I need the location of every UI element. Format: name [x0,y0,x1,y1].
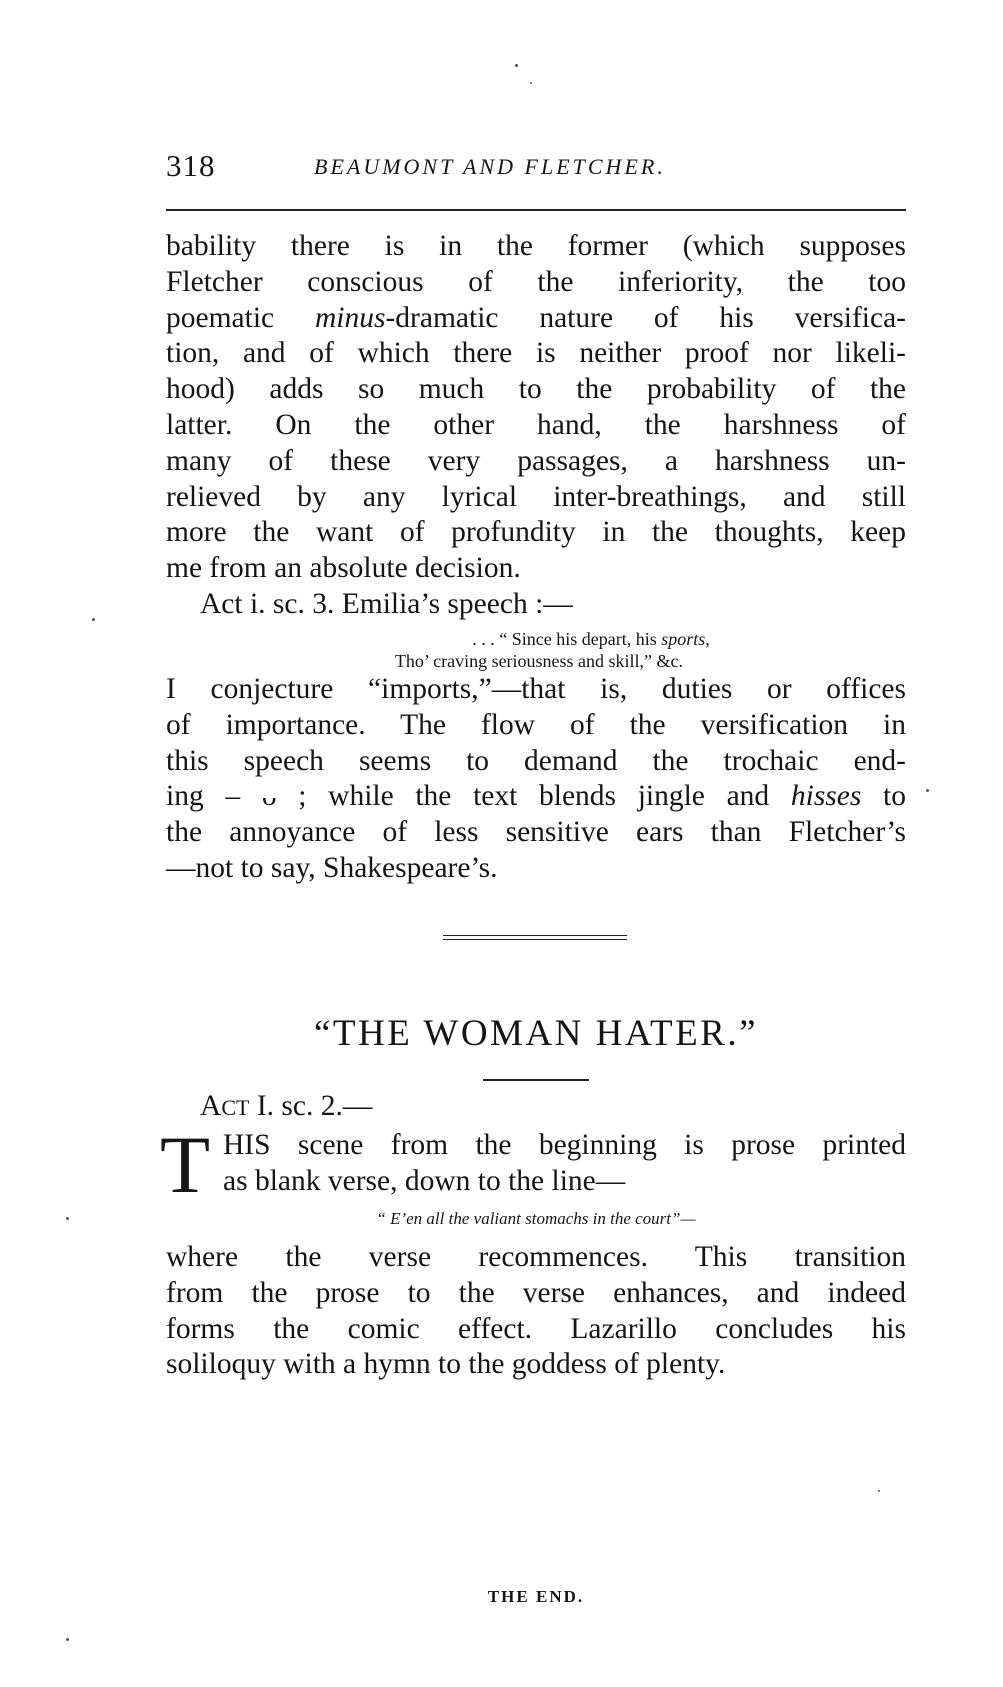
quote-line: Tho’ craving seriousness and skill,” &c. [394,651,684,671]
scan-speck [92,618,95,621]
paragraph-conjecture [166,672,906,887]
scan-speck [66,1217,69,1220]
text-line: many of these very passages, a harshness un- [166,444,906,477]
section-divider [443,935,627,943]
act-reference [166,587,906,623]
text-line-italic-hisses: ing – ᴗ ; while the text blends jingle and hisses to [166,780,906,813]
paragraph-closing [166,1240,906,1383]
text-line: more the want of profundity in the thoughts, keep [166,516,906,549]
text-line: Fletcher conscious of the inferiority, the too [166,265,906,298]
text-line: forms the comic effect. Lazarillo concludes his [166,1312,906,1345]
text-line: —not to say, Shakespeare’s. [166,851,498,884]
text-line: of importance. The flow of the versification in [166,708,906,741]
text-line: hood) adds so much to the probability of the [166,373,906,406]
page-number: 318 [166,148,216,183]
scan-speck [515,64,518,67]
text-line: where the verse recommences. This transition [166,1241,906,1273]
text-line: bability there is in the former (which supposes [166,230,906,262]
paragraph-continuation [166,229,906,587]
end-mark: THE END. [487,1587,585,1606]
act-heading: ACT I. sc. 2.— [200,1090,373,1122]
section-title: “THE WOMAN HATER.” [313,1013,759,1054]
text-line: I conjecture “imports,”—that is, duties or offices [166,673,906,705]
act-emilia-line: Act i. sc. 3. Emilia’s speech :— [200,588,573,620]
scan-speck [926,789,929,792]
header-rule [166,209,906,211]
text-line: as blank verse, down to the line— [223,1164,626,1197]
running-title: BEAUMONT AND FLETCHER. [314,154,666,179]
text-line: soliloquy with a hymn to the goddess of plenty. [166,1348,726,1381]
text-line: tion, and of which there is neither proof nor likeli- [166,337,906,370]
running-head [166,148,906,188]
italic-word: minus [314,301,386,334]
scan-speck [530,82,532,84]
title-rule [483,1079,589,1081]
italic-word: hisses [790,780,862,813]
text-line: HIS scene from the beginning is prose printed [223,1129,906,1161]
scan-speck [66,1638,69,1641]
verse-quote: “ E’en all the valiant stomachs in the court”— [376,1209,696,1228]
text-line: the annoyance of less sensitive ears than Fletcher’s [166,816,906,849]
quote-line: . . . “ Since his depart, his sports, [472,629,710,649]
scan-speck [878,1490,880,1492]
text-line-italic-minus: poematic minus-dramatic nature of his versifica- [166,301,906,334]
text-line: latter. On the other hand, the harshness of [166,408,906,441]
text-line: this speech seems to demand the trochaic end- [166,744,906,777]
text-line: me from an absolute decision. [166,552,521,585]
verse-quote [166,628,906,672]
italic-word: sports [661,629,706,649]
paragraph-opening [223,1128,906,1200]
text-line: from the prose to the verse enhances, and indeed [166,1276,906,1309]
text-line: relieved by any lyrical inter-breathings, and still [166,480,906,513]
drop-cap: T [160,1119,211,1210]
